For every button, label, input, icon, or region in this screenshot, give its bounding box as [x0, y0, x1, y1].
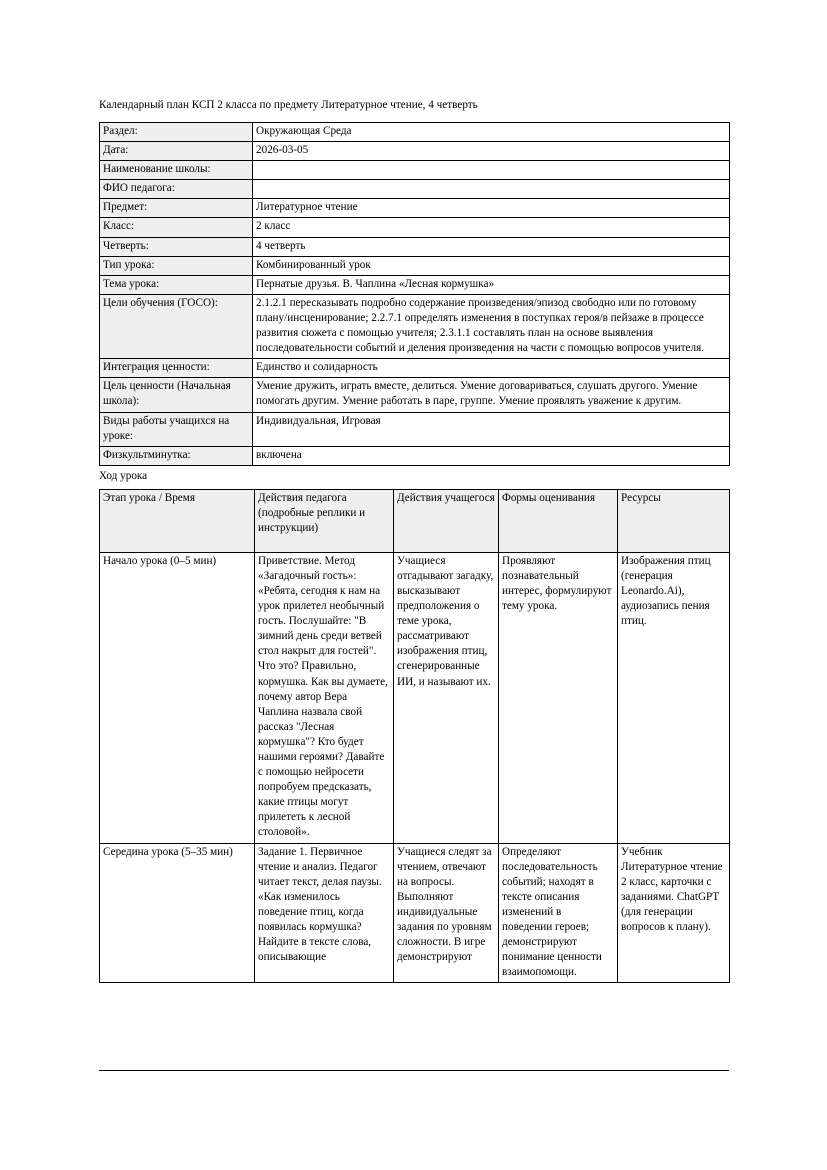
cell-stage: Начало урока (0–5 мин) [100, 552, 255, 843]
cell-teacher-actions: Задание 1. Первичное чтение и анализ. Педагог читает текст, делая паузы. «Как изменилось поведение птиц, когда появилась кормушка? Найдите в тексте слова, описывающие [255, 843, 394, 983]
info-value: включена [253, 446, 730, 465]
info-value: Пернатые друзья. В. Чаплина «Лесная кормушка» [253, 275, 730, 294]
page-break-rule [99, 1070, 729, 1071]
cell-student-actions: Учащиеся следят за чтением, отвечают на вопросы. Выполняют индивидуальные задания по уровням сложности. В игре демонстрируют [394, 843, 499, 983]
cell-stage: Середина урока (5–35 мин) [100, 843, 255, 983]
info-value: Окружающая Среда [253, 123, 730, 142]
info-value: Литературное чтение [253, 199, 730, 218]
table-row [100, 843, 730, 983]
column-header-teacher-actions: Действия педагога (подробные реплики и инструкции) [255, 489, 394, 552]
info-value: Единство и солидарность [253, 359, 730, 378]
table-row [100, 256, 730, 275]
table-row [100, 359, 730, 378]
info-label: Тема урока: [100, 275, 253, 294]
info-value: 4 четверть [253, 237, 730, 256]
cell-resources: Учебник Литературное чтение 2 класс, карточки с заданиями. ChatGPT (для генерации вопросов к плану). [618, 843, 730, 983]
info-label: Наименование школы: [100, 161, 253, 180]
info-value: Комбинированный урок [253, 256, 730, 275]
table-row [100, 275, 730, 294]
info-value [253, 180, 730, 199]
info-value [253, 161, 730, 180]
procedure-heading: Ход урока [99, 469, 148, 482]
table-row [100, 199, 730, 218]
info-label: Цели обучения (ГОСО): [100, 294, 253, 358]
column-header-resources: Ресурсы [618, 489, 730, 552]
info-label: Физкультминутка: [100, 446, 253, 465]
table-row [100, 237, 730, 256]
info-value: 2026-03-05 [253, 142, 730, 161]
info-label: Виды работы учащихся на уроке: [100, 412, 253, 446]
page-content [99, 98, 729, 983]
table-row [100, 378, 730, 412]
info-label: Цель ценности (Начальная школа): [100, 378, 253, 412]
cell-teacher-actions: Приветствие. Метод «Загадочный гость»: «Ребята, сегодня к нам на урок прилетел необычный гость. Послушайте: "В зимний день среди ветвей стол накрыт для гостей". Что это? Правильно, кормушка. Как вы думаете, почему автор Вера Чаплина назвала свой рассказ "Лесная кормушка"? Кто будет нашими героями? Давайте с помощью нейросети попробуем предсказать, какие птицы могут прилететь к лесной столовой». [255, 552, 394, 843]
info-label: Интеграция ценности: [100, 359, 253, 378]
info-label: ФИО педагога: [100, 180, 253, 199]
table-row [100, 123, 730, 142]
info-label: Четверть: [100, 237, 253, 256]
table-header-row [100, 489, 730, 552]
info-label: Тип урока: [100, 256, 253, 275]
lesson-info-body [100, 123, 730, 466]
table-row [100, 294, 730, 358]
table-row [100, 552, 730, 843]
table-row [100, 180, 730, 199]
lesson-procedure-table [99, 489, 730, 984]
info-value: Индивидуальная, Игровая [253, 412, 730, 446]
cell-assessment: Проявляют познавательный интерес, формулируют тему урока. [499, 552, 618, 843]
table-row [100, 446, 730, 465]
info-value: 2.1.2.1 пересказывать подробно содержание произведения/эпизод свободно или по готовому плану/инсценирование; 2.2.7.1 определять изменения в поступках героя/в пейзаже в процессе развития сюжета с помощью учителя; 2.3.1.1 составлять план на основе выявления последовательности событий и деления произведения на части с помощью вопросов учителя. [253, 294, 730, 358]
column-header-assessment: Формы оценивания [499, 489, 618, 552]
info-label: Предмет: [100, 199, 253, 218]
info-value: 2 класс [253, 218, 730, 237]
page-bottom-margin [0, 1071, 827, 1170]
info-label: Раздел: [100, 123, 253, 142]
info-label: Дата: [100, 142, 253, 161]
table-row [100, 412, 730, 446]
page-title: Календарный план КСП 2 класса по предмету Литературное чтение, 4 четверть [99, 99, 478, 111]
cell-resources: Изображения птиц (генерация Leonardo.Ai), аудиозапись пения птиц. [618, 552, 730, 843]
table-row [100, 218, 730, 237]
info-label: Класс: [100, 218, 253, 237]
cell-assessment: Определяют последовательность событий; находят в тексте описания изменений в поведении героев; демонстрируют понимание ценности взаимопомощи. [499, 843, 618, 983]
info-value: Умение дружить, играть вместе, делиться. Умение договариваться, слушать другого. Умение помогать другим. Умение работать в паре, группе. Умение проявлять уважение к другим. [253, 378, 730, 412]
column-header-stage: Этап урока / Время [100, 489, 255, 552]
column-header-student-actions: Действия учащегося [394, 489, 499, 552]
procedure-header [100, 489, 730, 552]
table-row [100, 142, 730, 161]
cell-student-actions: Учащиеся отгадывают загадку, высказывают предположения о теме урока, рассматривают изображения птиц, сгенерированные ИИ, и называют их. [394, 552, 499, 843]
procedure-body [100, 552, 730, 983]
lesson-info-table [99, 122, 730, 466]
table-row [100, 161, 730, 180]
